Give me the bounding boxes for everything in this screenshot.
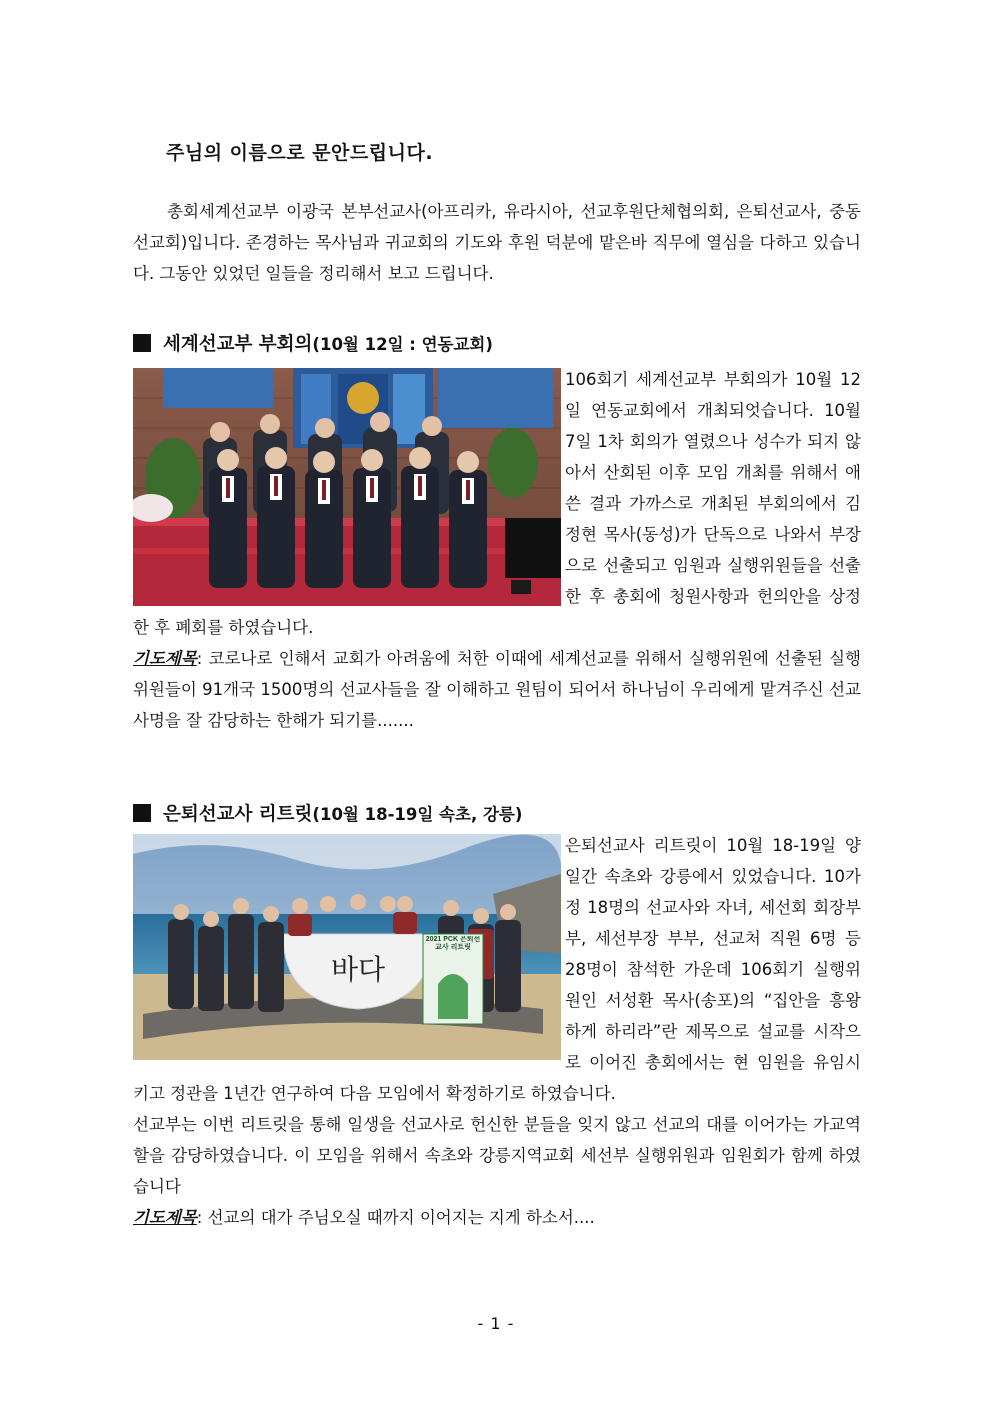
beach-group-photo — [133, 834, 561, 1060]
section-title: 세계선교부 부회의 — [163, 334, 313, 355]
section-body: 은퇴선교사 리트릿이 10월 18-19일 양일간 속초와 강릉에서 있었습니다. 10가정 18명의 선교사와 자녀, 세선회 회장부부, 세선부장 부부, 선교처 직원 6명 등 28명이 참석한 가운데 106회기 실행위원인 서성환 목사(송포)의 “집안을 흥왕하게 하리라”란 제목으로 설교를 시작으로 이어진 총회에서는 현 임원을 유임시키고 정관을 1년간 연구하여 다음 모임에서 확정하기로 하였습니다. — [133, 836, 861, 1103]
square-bullet-icon — [133, 334, 151, 352]
church-group-photo — [133, 368, 561, 606]
section-retreat — [133, 830, 861, 1233]
section-title: 은퇴선교사 리트릿 — [163, 804, 313, 825]
section-meta: (10월 18-19일 속초, 강릉) — [312, 805, 523, 824]
square-bullet-icon — [133, 804, 151, 822]
greeting: 주님의 이름으로 문안드립니다. — [166, 142, 434, 164]
bowl-sign-text: 바다 — [330, 953, 386, 986]
section-committee — [133, 364, 861, 736]
section-body: 106회기 세계선교부 부회의가 10월 12일 연동교회에서 개최되엇습니다. 10월 7일 1차 회의가 열렸으나 성수가 되지 않아서 산회된 이후 모임 개최를 위해서 애쓴 결과 가까스로 개최된 부회의에서 김정현 목사(동성)가 단독으로 나와서 부장으로 선출되고 임원과 실행위원들을 선출한 후 총회에 청원사항과 헌의안을 상정한 후 폐회를 하였습니다. — [133, 370, 861, 637]
section-heading-committee — [133, 330, 493, 356]
prayer-text: : 선교의 대가 주님오실 때까지 이어지는 지게 하소서.... — [196, 1208, 595, 1227]
section-body-2: 선교부는 이번 리트릿을 통해 일생을 선교사로 헌신한 분들을 잊지 않고 선교의 대를 이어가는 가교역할을 감당하였습니다. 이 모임을 위해서 속초와 강릉지역교회 세선부 실행위원과 임원회가 함께 하였습니다 — [133, 1115, 861, 1196]
page-number: - 1 - — [477, 1314, 515, 1333]
banner-text: 2021 PCK 은퇴선교사 리트릿 — [425, 936, 481, 951]
prayer-text: : 코로나로 인해서 교회가 아려움에 처한 이때에 세계선교를 위해서 실행위원에 선출된 실행위원들이 91개국 1500명의 선교사들을 잘 이해하고 원팀이 되어서 하나님이 우리에게 맡겨주신 선교사명을 잘 감당하는 한해가 되기를....... — [133, 649, 861, 730]
prayer-label: 기도제목 — [133, 1208, 197, 1227]
section-heading-retreat — [133, 800, 522, 826]
section-meta: (10월 12일 : 연동교회) — [312, 335, 493, 354]
prayer-label: 기도제목 — [133, 649, 197, 668]
intro-paragraph: 총회세계선교부 이광국 본부선교사(아프리카, 유라시아, 선교후원단체협의회, 은퇴선교사, 중동선교회)입니다. 존경하는 목사님과 귀교회의 기도와 후원 덕분에 맡은바 직무에 열심을 다하고 있습니다. 그동안 있었던 일들을 정리해서 보고 드립니다. — [133, 202, 861, 283]
